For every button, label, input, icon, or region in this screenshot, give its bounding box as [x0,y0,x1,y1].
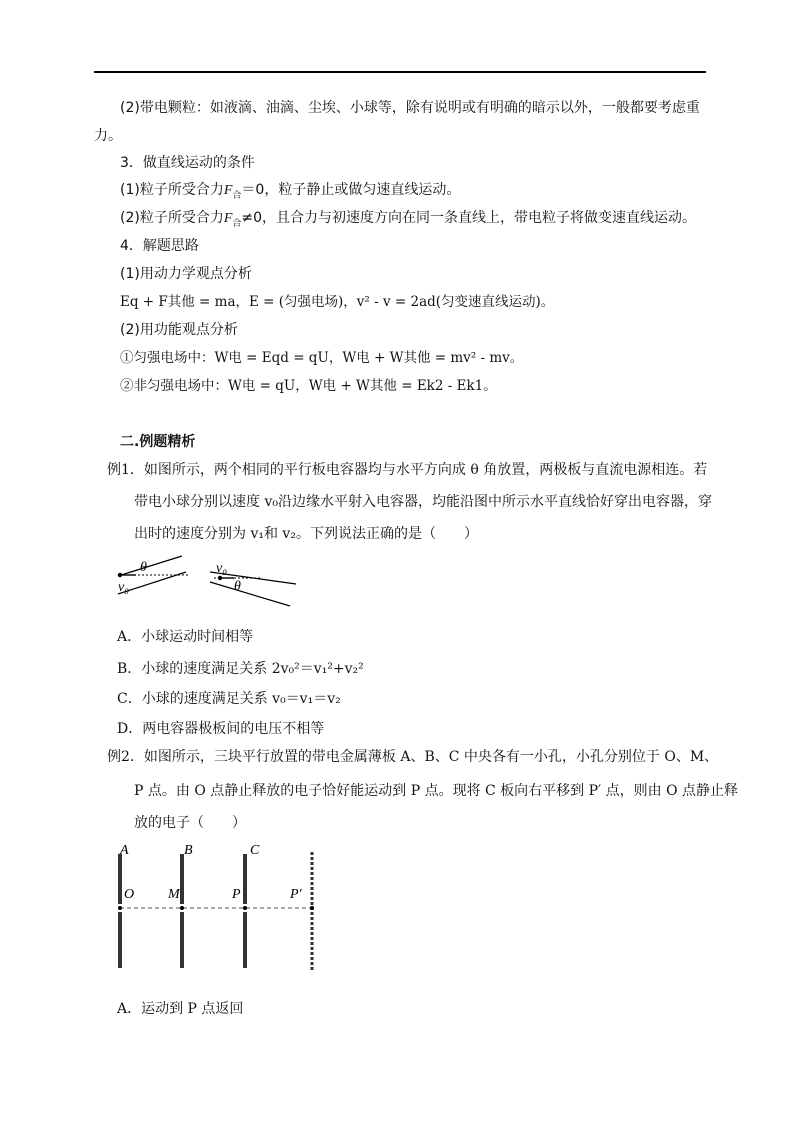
plate-a-lower [118,912,122,968]
v0-label-2: v₀ [216,561,228,576]
capacitor-2 [210,561,296,606]
theta-label: θ [140,560,147,575]
example1-option-b: B．小球的速度满足关系 2v₀²＝v₁²+v₂² [117,661,364,677]
condition-1: (1)粒子所受合力$F_合=0$，粒子静止或做匀速直线运动。 [120,182,461,201]
label-p: P [232,887,241,902]
plate-b-upper [180,854,184,904]
example1-figure [110,554,310,614]
example1-option-a: A．小球运动时间相等 [117,629,254,645]
plate-b-lower [180,912,184,968]
subheading-energy: (2)用功能观点分析 [120,322,238,338]
label-a: A [120,843,129,858]
example1-stem-line2: 带电小球分别以速度 v₀沿边缘水平射入电容器，均能沿图中所示水平直线恰好穿出电容器，穿 [134,494,712,510]
example2-figure [110,838,330,973]
label-o: O [124,887,135,902]
label-p-prime: P′ [290,887,302,902]
header-rule [94,71,706,73]
label-b: B [184,843,193,858]
label-m: M [168,887,180,902]
example1-option-d: D．两电容器极板间的电压不相等 [117,721,325,737]
condition-2: (2)粒子所受合力$F_合\ne 0$，且合力与初速度方向在同一条直线上，带电粒子将做变速直线运动。 [120,210,697,229]
heading-approach: 4．解题思路 [120,238,199,254]
plate-c-lower [243,912,247,968]
example1-option-c: C．小球的速度满足关系 v₀＝v₁＝v₂ [117,691,341,707]
example2-stem-line3: 放的电子（ ） [134,815,246,831]
v0-label: v₀ [118,580,130,595]
example2-option-a: A．运动到 P 点返回 [117,1001,244,1017]
label-c: C [250,843,260,858]
example2-stem-line1: 例2．如图所示，三块平行放置的带电金属薄板 A、B、C 中央各有一小孔，小孔分别位于 O、M、 [107,749,719,765]
example1-stem-line3: 出时的速度分别为 v₁和 v₂。下列说法正确的是（ ） [134,526,478,542]
note-charged-particles: (2)带电颗粒：如液滴、油滴、尘埃、小球等，除有说明或有明确的暗示以外，一般都要考虑重 [120,100,700,116]
example2-stem-line2: P 点。由 O 点静止释放的电子恰好能运动到 P 点。现将 C 板向右平移到 P′ 点，则由 O 点静止释 [134,783,739,799]
capacitor-1 [118,556,190,595]
hole-o [118,906,122,910]
section-title: 二.例题精析 [120,434,196,450]
heading-linear-motion-condition: 3．做直线运动的条件 [120,155,255,171]
plate-a-upper [118,854,122,904]
hole-m [180,906,184,910]
hole-p-prime [310,906,314,910]
subheading-dynamics: (1)用动力学观点分析 [120,266,252,282]
plate-c-upper [243,854,247,904]
theta-label-2: θ [234,579,241,594]
note-charged-particles-cont: 力。 [94,128,122,144]
hole-p [243,906,247,910]
equation-uniform-field: ①匀强电场中：W电 = Eqd = qU，W电 + W其他 = mv² - mv。 [120,350,524,366]
example1-stem-line1: 例1．如图所示，两个相同的平行板电容器均与水平方向成 θ 角放置，两极板与直流电源相连。若 [107,462,708,478]
equation-dynamics: Eq + F其他 = ma，E = (匀强电场)，v² - v = 2ad(匀变速直线运动)。 [120,294,555,310]
equation-nonuniform-field: ②非匀强电场中：W电 = qU，W电 + W其他 = Ek2 - Ek1。 [120,378,497,394]
